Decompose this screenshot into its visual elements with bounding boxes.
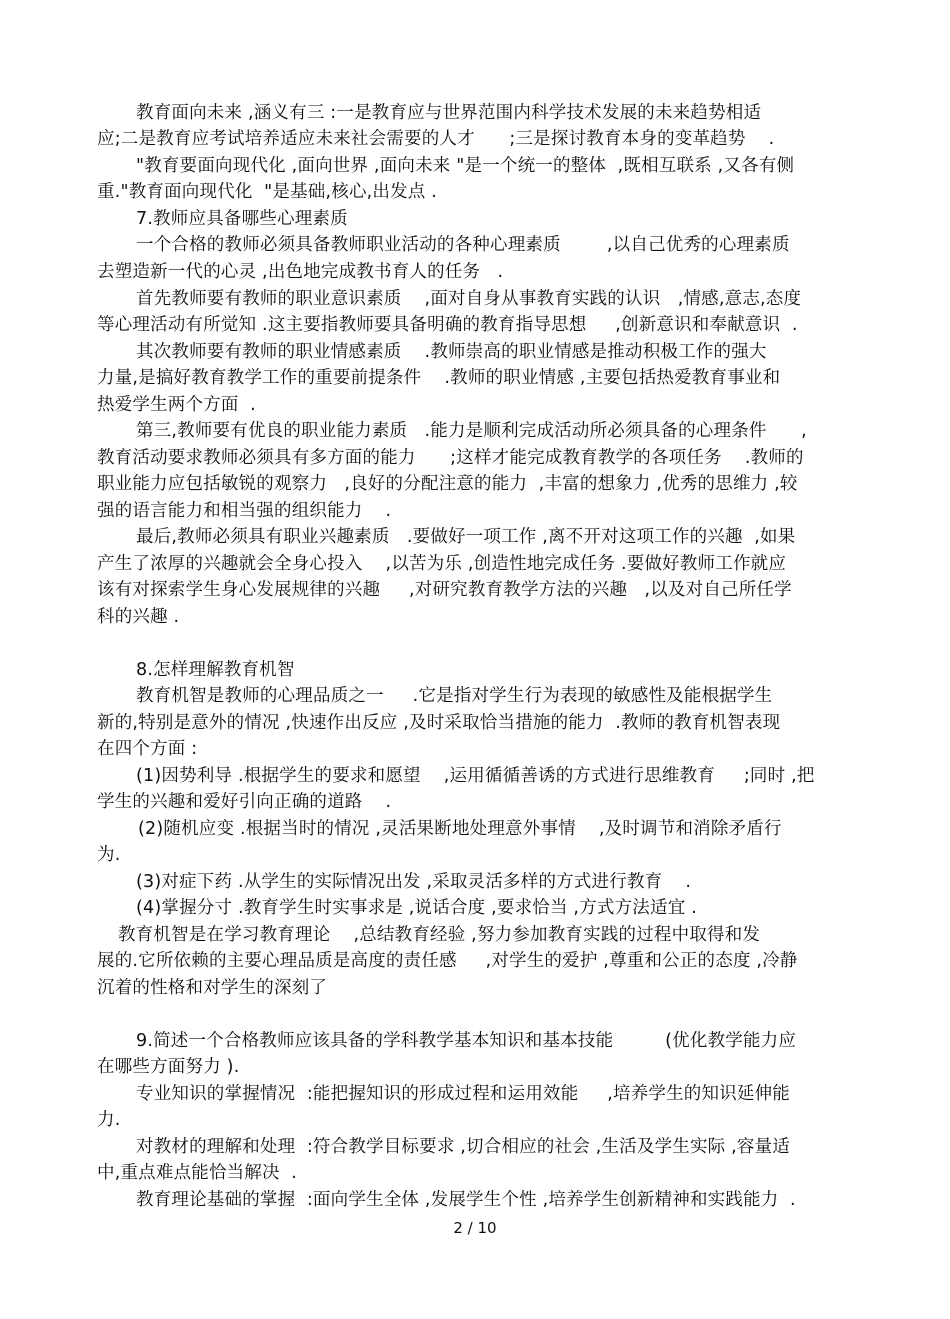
text-line: 职业能力应包括敏锐的观察力 ,良好的分配注意的能力 ,丰富的想象力 ,优秀的思维力 ,较	[97, 474, 798, 494]
text-line: 产生了浓厚的兴趣就会全身心投入 ,以苦为乐 ,创造性地完成任务 .要做好教师工作就应	[97, 554, 787, 574]
list-item: (1)因势利导 .根据学生的要求和愿望 ,运用循循善诱的方式进行思维教育 ;同时 ,把	[136, 766, 815, 786]
text-line: 新的,特别是意外的情况 ,快速作出反应 ,及时采取恰当措施的能力 .教师的教育机智表现	[97, 713, 781, 733]
list-item: (3)对症下药 .从学生的实际情况出发 ,采取灵活多样的方式进行教育 .	[136, 872, 692, 892]
text-line: 第三,教师要有优良的职业能力素质 .能力是顺利完成活动所必须具备的心理条件 ,	[136, 421, 807, 441]
text-line: "教育要面向现代化 ,面向世界 ,面向未来 "是一个统一的整体 ,既相互联系 ,又各有侧	[136, 156, 795, 176]
text-line: 专业知识的掌握情况 :能把握知识的形成过程和运用效能 ,培养学生的知识延伸能	[136, 1084, 790, 1104]
section-heading: 9.简述一个合格教师应该具备的学科教学基本知识和基本技能 (优化教学能力应	[136, 1031, 797, 1051]
text-line: 应;二是教育应考试培养适应未来社会需要的人才 ;三是探讨教育本身的变革趋势 .	[97, 129, 775, 149]
section-heading: 8.怎样理解教育机智	[136, 660, 295, 680]
page-number: 2 / 10	[453, 1219, 497, 1237]
text-line: 一个合格的教师必须具备教师职业活动的各种心理素质 ,以自己优秀的心理素质	[136, 235, 790, 255]
text-line: 最后,教师必须具有职业兴趣素质 .要做好一项工作 ,离不开对这项工作的兴趣 ,如果	[136, 527, 796, 547]
text-line: 在哪些方面努力 ).	[97, 1057, 240, 1077]
text-line: 教育机智是在学习教育理论 ,总结教育经验 ,努力参加教育实践的过程中取得和发	[118, 925, 761, 945]
text-line: 该有对探索学生身心发展规律的兴趣 ,对研究教育教学方法的兴趣 ,以及对自己所任学	[97, 580, 792, 600]
text-line: 教育理论基础的掌握 :面向学生全体 ,发展学生个性 ,培养学生创新精神和实践能力 .	[136, 1190, 796, 1210]
text-line: 热爱学生两个方面 .	[97, 395, 256, 415]
text-line: 首先教师要有教师的职业意识素质 ,面对自身从事教育实践的认识 ,情感,意志,态度	[136, 289, 802, 309]
text-line: 中,重点难点能恰当解决 .	[97, 1163, 298, 1183]
list-item: (4)掌握分寸 .教育学生时实事求是 ,说话合度 ,要求恰当 ,方式方法适宜 .	[136, 898, 697, 918]
text-line: 在四个方面 :	[97, 739, 198, 759]
text-line: 等心理活动有所觉知 .这主要指教师要具备明确的教育指导思想 ,创新意识和奉献意识 .	[97, 315, 798, 335]
text-line: 其次教师要有教师的职业情感素质 .教师崇高的职业情感是推动积极工作的强大	[136, 342, 767, 362]
text-line: 教育面向未来 ,涵义有三 :一是教育应与世界范围内科学技术发展的未来趋势相适	[136, 103, 762, 123]
text-line: 为.	[97, 845, 121, 865]
list-item: (2)随机应变 .根据当时的情况 ,灵活果断地处理意外事情 ,及时调节和消除矛盾行	[138, 819, 782, 839]
text-line: 学生的兴趣和爱好引向正确的道路 .	[97, 792, 392, 812]
text-line: 沉着的性格和对学生的深刻了	[97, 978, 328, 998]
text-line: 去塑造新一代的心灵 ,出色地完成教书育人的任务 .	[97, 262, 504, 282]
text-line: 力量,是搞好教育教学工作的重要前提条件 .教师的职业情感 ,主要包括热爱教育事业和	[97, 368, 781, 388]
text-line: 科的兴趣 .	[97, 607, 180, 627]
text-line: 重."教育面向现代化 "是基础,核心,出发点 .	[97, 182, 438, 202]
text-line: 教育活动要求教师必须具有多方面的能力 ;这样才能完成教育教学的各项任务 .教师的	[97, 448, 804, 468]
text-line: 对教材的理解和处理 :符合教学目标要求 ,切合相应的社会 ,生活及学生实际 ,容量适	[136, 1137, 790, 1157]
text-line: 强的语言能力和相当强的组织能力 .	[97, 501, 392, 521]
section-heading: 7.教师应具备哪些心理素质	[136, 209, 348, 229]
text-line: 教育机智是教师的心理品质之一 .它是指对学生行为表现的敏感性及能根据学生	[136, 686, 773, 706]
text-line: 力.	[97, 1110, 121, 1130]
text-line: 展的.它所依赖的主要心理品质是高度的责任感 ,对学生的爱护 ,尊重和公正的态度 ,冷静	[97, 951, 798, 971]
